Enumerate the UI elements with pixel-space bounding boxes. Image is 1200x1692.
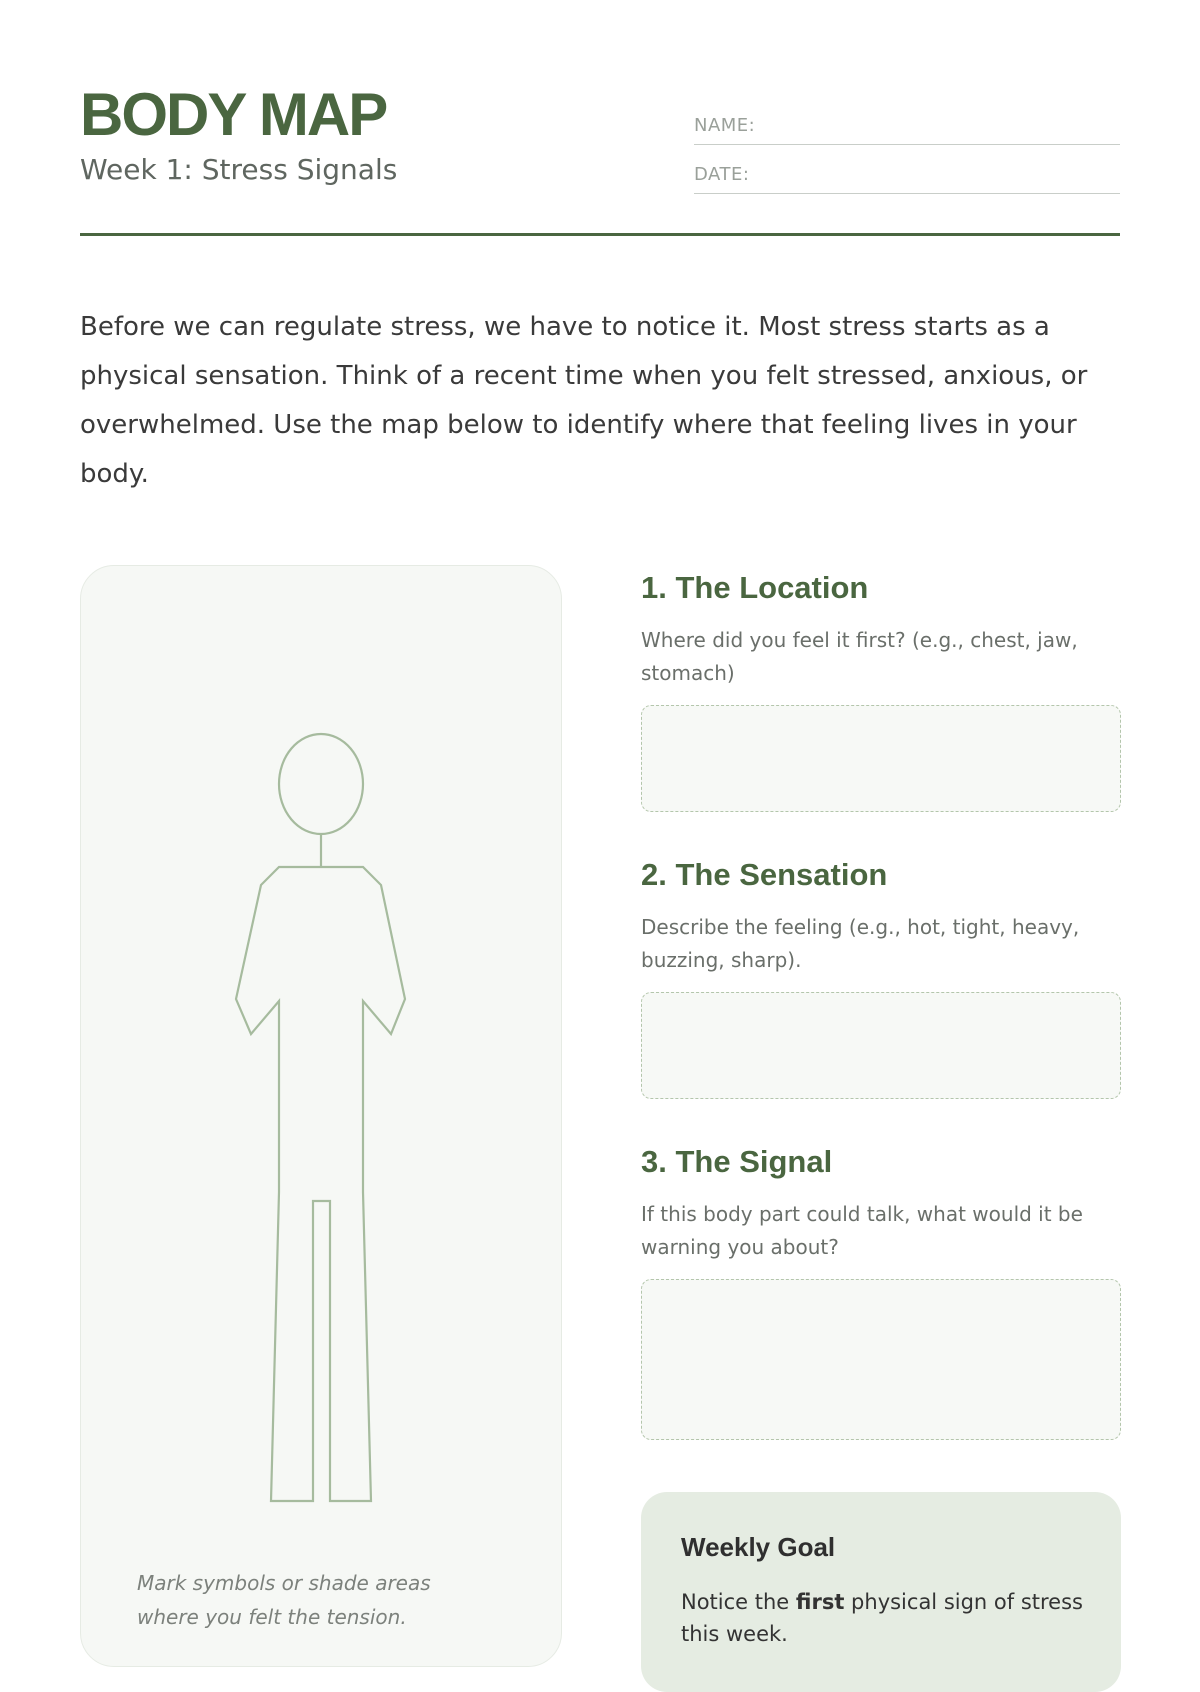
figure-body <box>236 867 405 1501</box>
goal-text-emphasis: first <box>795 1590 845 1614</box>
question-heading: 2. The Sensation <box>641 857 888 892</box>
question-heading: 1. The Location <box>641 570 869 605</box>
figure-head <box>279 734 363 834</box>
date-field[interactable] <box>694 153 1120 194</box>
page-title: BODY MAP <box>80 81 387 148</box>
weekly-goal-card <box>641 1492 1121 1692</box>
location-answer-box[interactable] <box>641 705 1121 812</box>
question-location <box>641 568 1121 690</box>
page-subtitle: Week 1: Stress Signals <box>80 153 398 186</box>
map-caption: Mark symbols or shade areas where you felt the tension. <box>137 1571 431 1629</box>
body-map-panel[interactable] <box>80 565 562 1667</box>
question-prompt: Describe the feeling (e.g., hot, tight, heavy, buzzing, sharp). <box>641 915 1080 972</box>
question-prompt: Where did you feel it first? (e.g., chest, jaw, stomach) <box>641 628 1078 685</box>
header-divider <box>80 233 1120 236</box>
goal-text-end: physical sign of stress this week. <box>681 1590 1083 1646</box>
signal-answer-box[interactable] <box>641 1279 1121 1440</box>
goal-text-start: Notice the <box>681 1590 796 1614</box>
weekly-goal-text <box>681 1586 1091 1650</box>
body-outline-figure <box>81 566 561 1526</box>
weekly-goal-heading: Weekly Goal <box>681 1532 836 1562</box>
name-label: NAME: <box>694 115 756 136</box>
question-sensation <box>641 855 1121 977</box>
date-label: DATE: <box>694 164 750 185</box>
name-field[interactable] <box>694 104 1120 145</box>
sensation-answer-box[interactable] <box>641 992 1121 1099</box>
question-signal <box>641 1142 1121 1264</box>
question-heading: 3. The Signal <box>641 1144 833 1179</box>
intro-paragraph: Before we can regulate stress, we have to notice it. Most stress starts as a physical sensation. Think of a recent time when you felt stressed, anxious, or overwhelmed. Use the map below to identify where that feeling lives in your body. <box>80 312 1088 489</box>
question-prompt: If this body part could talk, what would it be warning you about? <box>641 1202 1083 1259</box>
